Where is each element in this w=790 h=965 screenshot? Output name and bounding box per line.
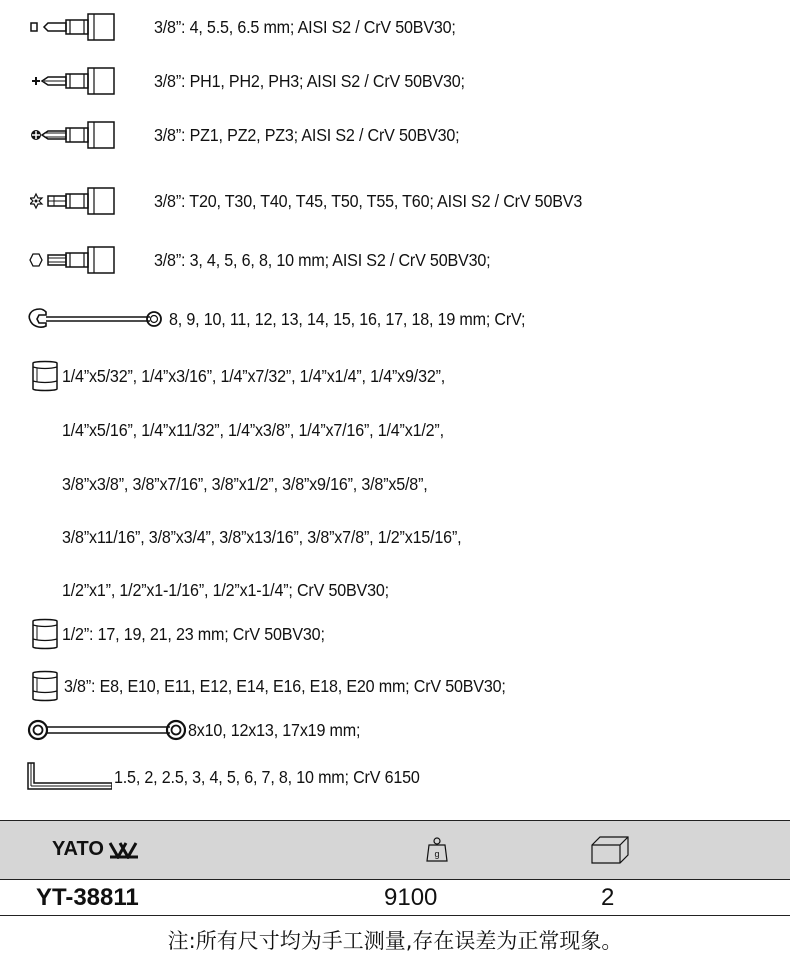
spec-text: 3/8”: 3, 4, 5, 6, 8, 10 mm; AISI S2 / CrV 50BV30;	[154, 249, 491, 270]
combination-wrench-icon	[26, 304, 166, 334]
spec-row	[0, 760, 446, 794]
socket-size-line: 3/8”x11/16”, 3/8”x3/4”, 3/8”x13/16”, 3/8”x7/8”, 1/2”x15/16”,	[62, 527, 462, 547]
socket-size-line: 1/2”x1”, 1/2”x1-1/16”, 1/2”x1-1/4”; CrV 50BV30;	[62, 580, 389, 600]
spec-row	[0, 669, 544, 703]
spec-text: 3/8”: PZ1, PZ2, PZ3; AISI S2 / CrV 50BV30;	[154, 124, 460, 145]
brand-name: YATO	[52, 838, 104, 860]
spec-row	[0, 713, 375, 747]
spec-text: 3/8”: E8, E10, E11, E12, E14, E16, E18, E20 mm; CrV 50BV30;	[64, 675, 506, 696]
table-row	[0, 879, 790, 916]
hex-key-icon	[26, 761, 112, 793]
hex-bit-icon	[26, 245, 146, 275]
spec-text: 3/8”: T20, T30, T40, T45, T50, T55, T60; AISI S2 / CrV 50BV3	[154, 190, 583, 211]
spec-row	[0, 184, 619, 218]
socket-icon	[30, 617, 60, 651]
spec-row	[0, 302, 556, 336]
measurement-note: 注:所有尺寸均为手工测量,存在误差为正常现象。	[167, 929, 623, 953]
svg-text:g: g	[434, 849, 440, 859]
weight-value: 9100	[384, 884, 438, 911]
slotted-bit-icon	[30, 12, 146, 42]
spec-row	[0, 10, 482, 44]
spec-text: 1.5, 2, 2.5, 3, 4, 5, 6, 7, 8, 10 mm; CrV 6150	[114, 766, 420, 787]
spec-text: 8, 9, 10, 11, 12, 13, 14, 15, 16, 17, 18, 19 mm; CrV;	[169, 308, 526, 329]
spec-text: 3/8”: 4, 5.5, 6.5 mm; AISI S2 / CrV 50BV30;	[154, 16, 456, 37]
weight-icon	[426, 837, 448, 863]
box-icon	[590, 835, 630, 865]
spec-row	[0, 243, 520, 277]
socket-icon	[30, 359, 60, 393]
model-number: YT-38811	[36, 884, 139, 911]
yato-logo-icon	[108, 841, 140, 859]
spec-text: 1/2”: 17, 19, 21, 23 mm; CrV 50BV30;	[62, 623, 325, 644]
spec-text: 8x10, 12x13, 17x19 mm;	[188, 719, 361, 740]
phillips-bit-icon	[30, 66, 146, 96]
spec-row	[0, 359, 478, 393]
spec-row	[0, 64, 492, 98]
box-quantity: 2	[601, 884, 615, 911]
pozidriv-bit-icon	[30, 120, 146, 150]
spec-text: 3/8”: PH1, PH2, PH3; AISI S2 / CrV 50BV30;	[154, 70, 465, 91]
table-header	[0, 820, 790, 879]
product-table	[0, 820, 790, 916]
ring-wrench-icon	[26, 715, 186, 745]
spec-row	[0, 118, 486, 152]
e-torx-socket-icon	[30, 669, 60, 703]
spec-row	[0, 617, 348, 651]
brand-logo	[52, 838, 140, 861]
torx-bit-icon	[30, 186, 146, 216]
spec-text: 1/4”x5/32”, 1/4”x3/16”, 1/4”x7/32”, 1/4”x1/4”, 1/4”x9/32”,	[62, 365, 446, 386]
socket-size-line: 1/4”x5/16”, 1/4”x11/32”, 1/4”x3/8”, 1/4”x7/16”, 1/4”x1/2”,	[62, 420, 444, 440]
socket-size-line: 3/8”x3/8”, 3/8”x7/16”, 3/8”x1/2”, 3/8”x9/16”, 3/8”x5/8”,	[62, 474, 428, 494]
